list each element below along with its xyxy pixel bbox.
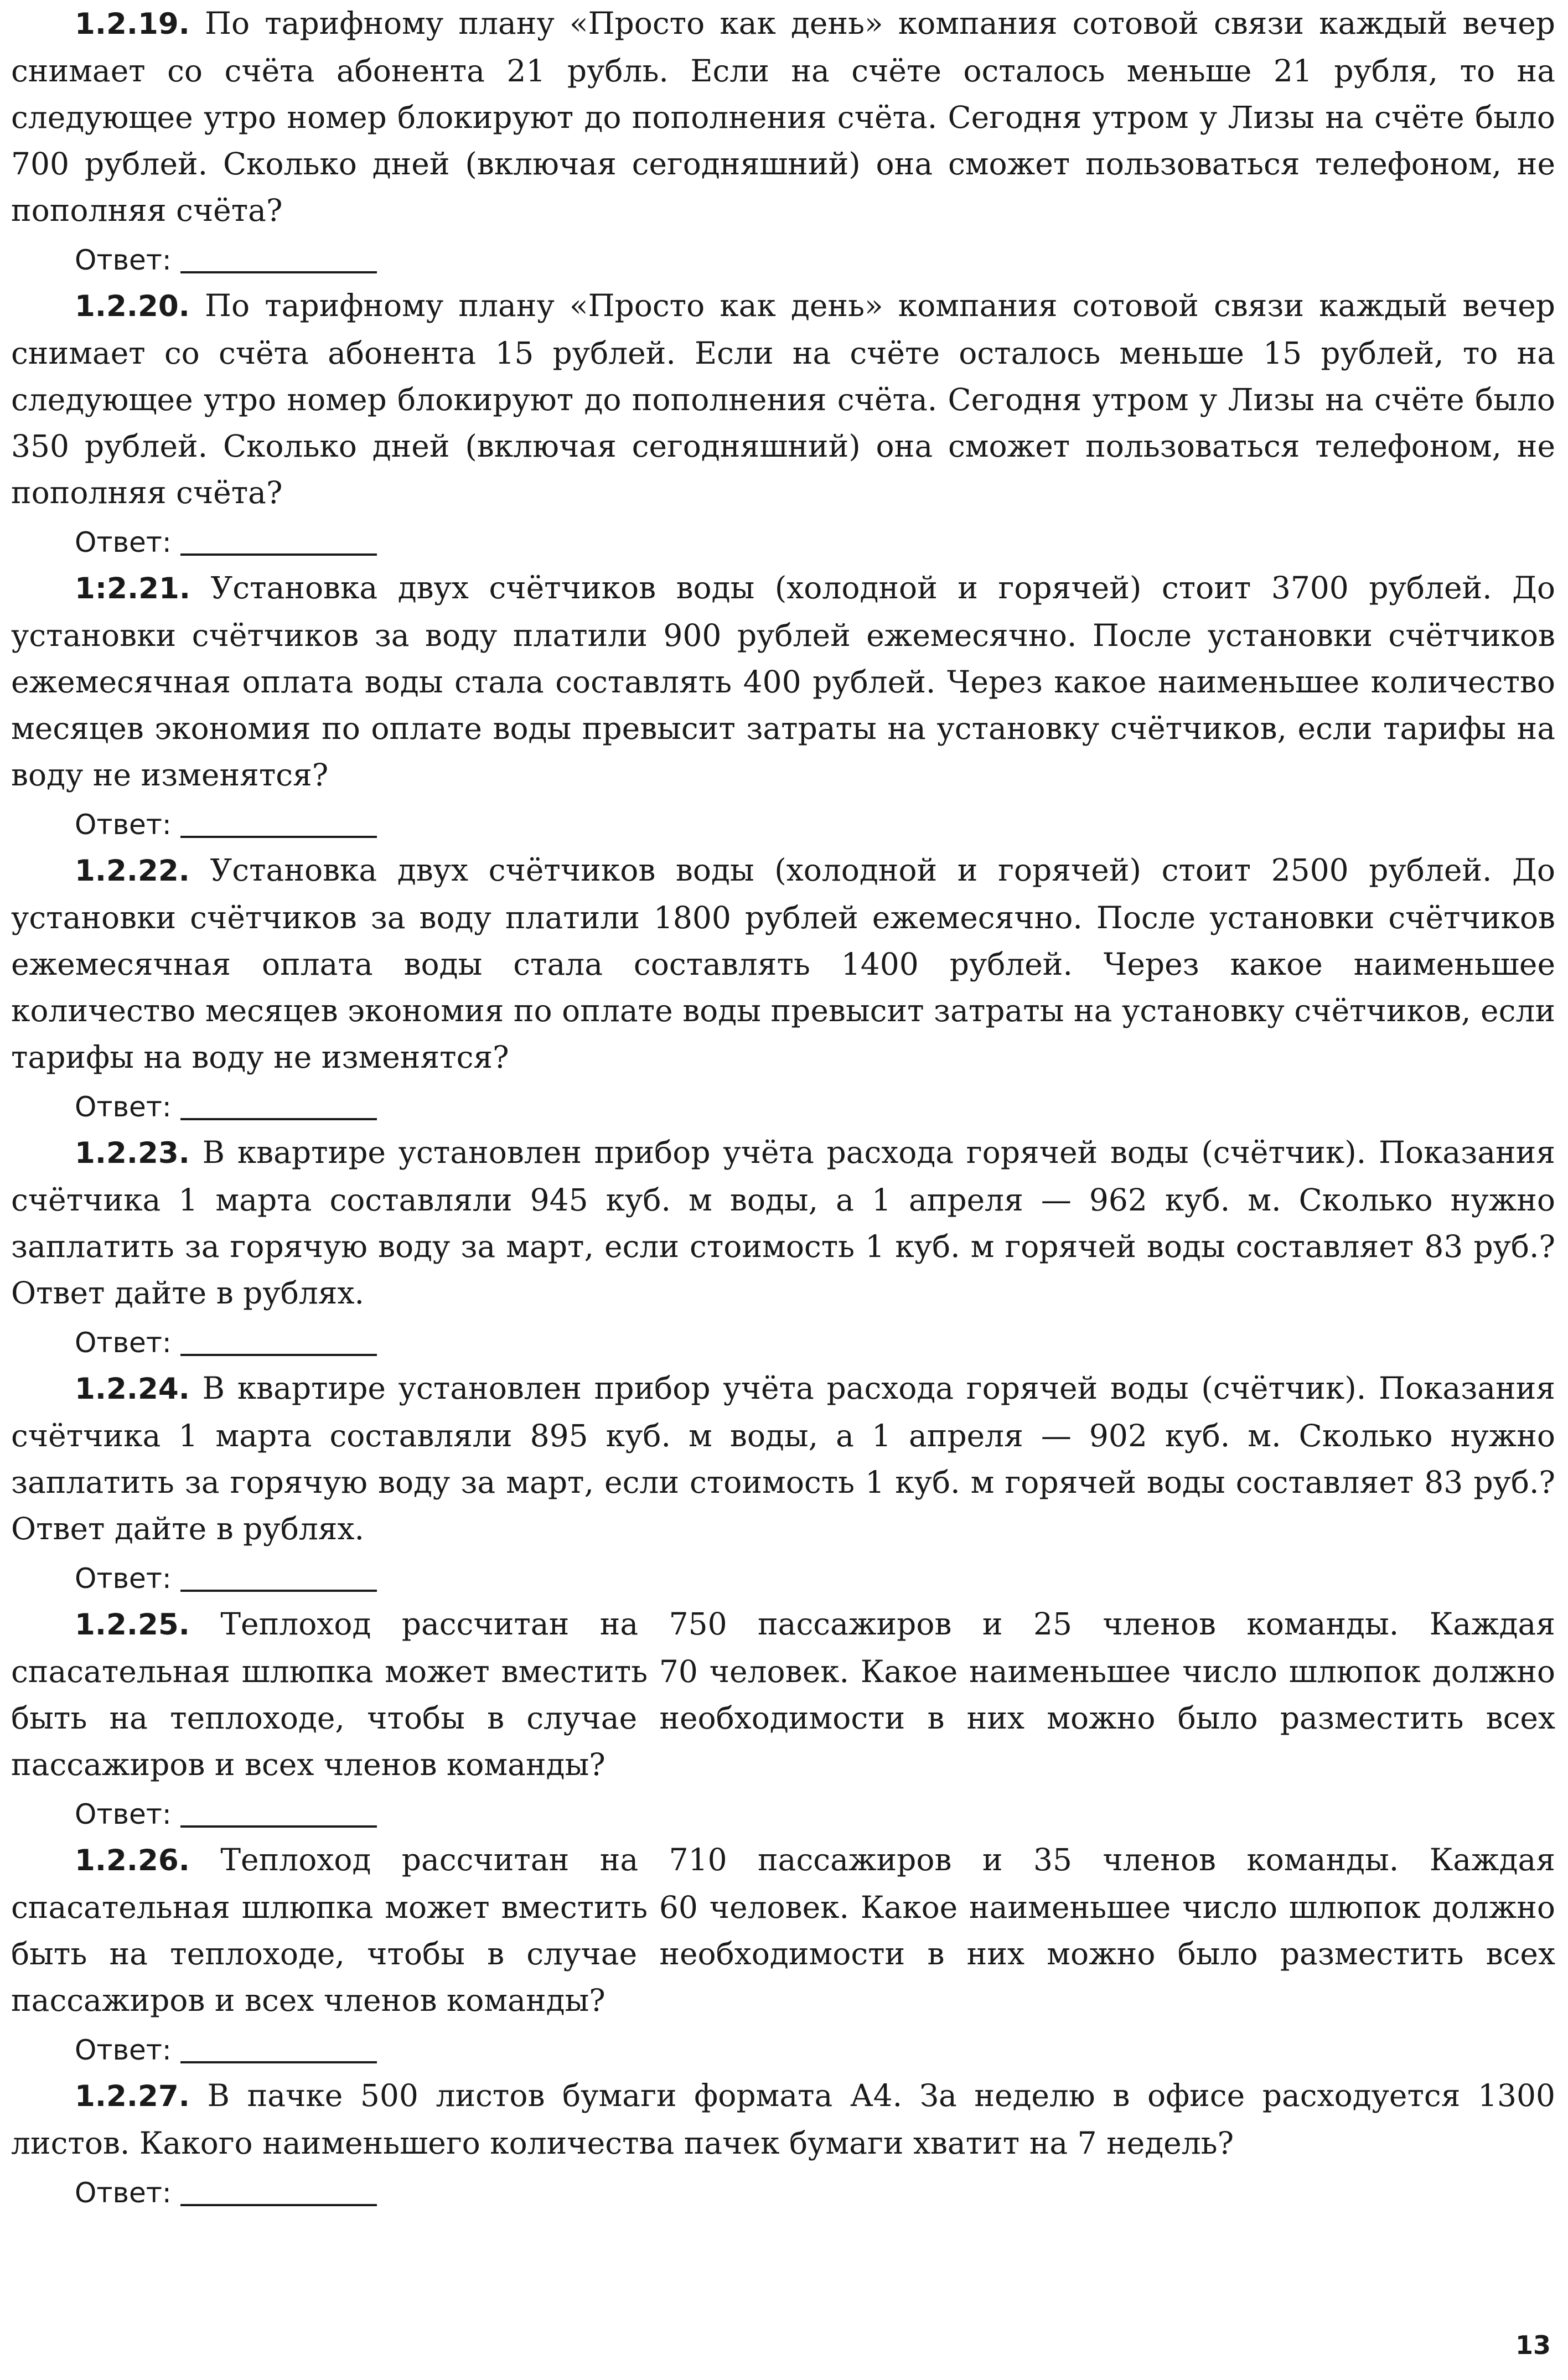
problem-number: 1:2.21. bbox=[75, 572, 190, 606]
problem-number: 1.2.26. bbox=[75, 1844, 190, 1877]
problem-statement: Теплоход рассчитан на 750 пассажиров и 25 членов команды. Каждая спасательная шлюпка может вместить 70 человек. Какое наименьшее число шлюпок должно быть на теплоходе, чтобы в случае необходимости в них можно было разместить всех пассажиров и всех членов команды? bbox=[11, 1606, 1556, 1782]
problem-text bbox=[11, 2072, 1555, 2166]
answer-field[interactable] bbox=[180, 1801, 377, 1828]
problem-text bbox=[11, 1129, 1555, 1316]
problem-number: 1.2.22. bbox=[75, 854, 190, 888]
problem-statement: В пачке 500 листов бумаги формата А4. За неделю в офисе расходуется 1300 листов. Какого наименьшего количества пачек бумаги хватит на 7 недель? bbox=[11, 2078, 1555, 2161]
problem-text bbox=[11, 0, 1555, 234]
answer-field[interactable] bbox=[180, 811, 377, 838]
answer-field[interactable] bbox=[180, 2037, 377, 2063]
answer-label: Ответ: bbox=[75, 809, 172, 841]
answer-field[interactable] bbox=[180, 529, 377, 556]
textbook-page bbox=[11, 0, 1561, 2380]
problem-item bbox=[11, 847, 1561, 1129]
answer-label: Ответ: bbox=[75, 2034, 172, 2066]
answer-row bbox=[75, 238, 1561, 282]
answer-label: Ответ: bbox=[75, 1091, 172, 1123]
problem-item bbox=[11, 565, 1561, 847]
problem-statement: В квартире установлен прибор учёта расхода горячей воды (счётчик). Показания счётчика 1 марта составляли 945 куб. м воды, а 1 апреля — 962 куб. м. Сколько нужно заплатить за горячую воду за март, если стоимость 1 куб. м горячей воды составляет 83 руб.? Ответ дайте в рублях. bbox=[11, 1135, 1555, 1311]
answer-row bbox=[75, 520, 1561, 565]
problem-text bbox=[11, 1836, 1555, 2024]
answer-label: Ответ: bbox=[75, 1798, 172, 1830]
problem-statement: В квартире установлен прибор учёта расхода горячей воды (счётчик). Показания счётчика 1 марта составляли 895 куб. м воды, а 1 апреля — 902 куб. м. Сколько нужно заплатить за горячую воду за март, если стоимость 1 куб. м горячей воды составляет 83 руб.? Ответ дайте в рублях. bbox=[11, 1370, 1555, 1546]
answer-row bbox=[75, 1321, 1561, 1365]
answer-label: Ответ: bbox=[75, 2177, 172, 2209]
problem-statement: По тарифному плану «Просто как день» компания сотовой связи каждый вечер снимает со счёта абонента 15 рублей. Если на счёте осталось меньше 15 рублей, то на следующее утро номер блокируют до пополнения счёта. Сегодня утром у Лизы на счёте было 350 рублей. Сколько дней (включая сегодняшний) она сможет пользоваться телефоном, не пополняя счёта? bbox=[11, 288, 1555, 510]
problem-number: 1.2.25. bbox=[75, 1608, 190, 1642]
problem-number: 1.2.20. bbox=[75, 289, 190, 323]
answer-field[interactable] bbox=[180, 247, 377, 273]
problem-item bbox=[11, 1365, 1561, 1601]
problem-item bbox=[11, 0, 1561, 282]
answer-field[interactable] bbox=[180, 1094, 377, 1120]
answer-field[interactable] bbox=[180, 2180, 377, 2206]
problem-text bbox=[11, 847, 1555, 1080]
answer-row bbox=[75, 2028, 1561, 2072]
problem-item bbox=[11, 1601, 1561, 1836]
problem-number: 1.2.27. bbox=[75, 2079, 190, 2113]
problem-item bbox=[11, 2072, 1561, 2215]
problem-text bbox=[11, 282, 1555, 516]
answer-label: Ответ: bbox=[75, 526, 172, 558]
answer-label: Ответ: bbox=[75, 1562, 172, 1595]
answer-row bbox=[75, 1085, 1561, 1129]
problem-item bbox=[11, 282, 1561, 565]
answer-row bbox=[75, 2171, 1561, 2215]
problem-item bbox=[11, 1129, 1561, 1365]
page-number: 13 bbox=[1515, 2330, 1551, 2360]
answer-field[interactable] bbox=[180, 1329, 377, 1356]
answer-label: Ответ: bbox=[75, 244, 172, 276]
problem-statement: Установка двух счётчиков воды (холодной и горячей) стоит 3700 рублей. До установки счётчиков за воду платили 900 рублей ежемесячно. После установки счётчиков ежемесячная оплата воды стала составлять 400 рублей. Через какое наименьшее количество месяцев экономия по оплате воды превысит затраты на установку счётчиков, если тарифы на воду не изменятся? bbox=[11, 570, 1555, 793]
problem-text bbox=[11, 1601, 1555, 1788]
problem-statement: Установка двух счётчиков воды (холодной и горячей) стоит 2500 рублей. До установки счётчиков за воду платили 1800 рублей ежемесячно. После установки счётчиков ежемесячная оплата воды стала составлять 1400 рублей. Через какое наименьшее количество месяцев экономия по оплате воды превысит затраты на установку счётчиков, если тарифы на воду не изменятся? bbox=[11, 852, 1555, 1075]
problem-statement: По тарифному плану «Просто как день» компания сотовой связи каждый вечер снимает со счёта абонента 21 рубль. Если на счёте осталось меньше 21 рубля, то на следующее утро номер блокируют до пополнения счёта. Сегодня утром у Лизы на счёте было 700 рублей. Сколько дней (включая сегодняшний) она сможет пользоваться телефоном, не пополняя счёта? bbox=[11, 6, 1555, 228]
answer-field[interactable] bbox=[180, 1565, 377, 1592]
problem-number: 1.2.24. bbox=[75, 1372, 190, 1406]
problem-list bbox=[11, 0, 1561, 2215]
problem-text bbox=[11, 565, 1555, 798]
answer-row bbox=[75, 803, 1561, 847]
answer-label: Ответ: bbox=[75, 1327, 172, 1359]
answer-row bbox=[75, 1556, 1561, 1601]
problem-item bbox=[11, 1836, 1561, 2072]
problem-number: 1.2.23. bbox=[75, 1136, 190, 1170]
problem-number: 1.2.19. bbox=[75, 7, 190, 41]
problem-statement: Теплоход рассчитан на 710 пассажиров и 35 членов команды. Каждая спасательная шлюпка может вместить 60 человек. Какое наименьшее число шлюпок должно быть на теплоходе, чтобы в случае необходимости в них можно было разместить всех пассажиров и всех членов команды? bbox=[11, 1842, 1556, 2018]
answer-row bbox=[75, 1792, 1561, 1836]
problem-text bbox=[11, 1365, 1555, 1552]
